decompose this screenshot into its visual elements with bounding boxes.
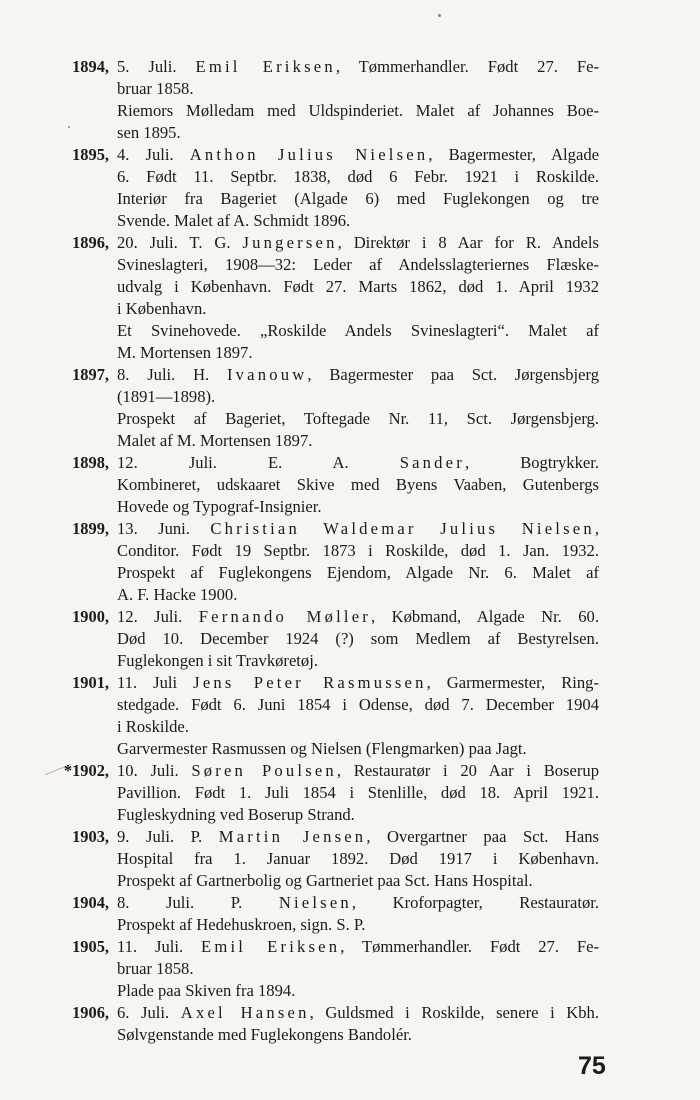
entry-text xyxy=(117,364,599,386)
entry-line xyxy=(0,56,700,78)
text-run: Svineslagteri, 1908—32: Leder af Andelsslagteriernes Flæske- xyxy=(117,255,599,274)
entry-text xyxy=(117,782,599,804)
text-run: udvalg i København. Født 27. Marts 1862, død 1. April 1932 xyxy=(117,277,599,296)
text-run: 20. Juli. T. G. xyxy=(117,233,243,252)
text-run: stedgade. Født 6. Juni 1854 i Odense, død 7. December 1904 xyxy=(117,695,599,714)
entry-text xyxy=(117,694,599,716)
text-run: Prospekt af Gartnerbolig og Gartneriet paa Sct. Hans Hospital. xyxy=(117,871,533,890)
entry-text xyxy=(117,408,599,430)
entry xyxy=(0,518,700,606)
entry-line xyxy=(0,936,700,958)
person-name: Sander xyxy=(399,453,465,472)
entry-line xyxy=(0,848,700,870)
entry-line xyxy=(0,804,700,826)
text-run: 11. Juli. xyxy=(117,937,201,956)
entry-line xyxy=(0,474,700,496)
entry-text xyxy=(117,870,599,892)
entry-line xyxy=(0,562,700,584)
text-run: Riemors Mølledam med Uldspinderiet. Malet af Johannes Boe- xyxy=(117,101,599,120)
entry-year-text: 1895, xyxy=(72,145,109,164)
entry-line xyxy=(0,254,700,276)
entry-line xyxy=(0,1002,700,1024)
entry-year xyxy=(40,56,109,78)
entry-line xyxy=(0,122,700,144)
text-run: , Tømmerhandler. Født 27. Fe- xyxy=(335,57,599,76)
person-name: Nielsen xyxy=(278,893,352,912)
entry-text xyxy=(117,672,599,694)
entry-text xyxy=(117,210,599,232)
entry-line xyxy=(0,100,700,122)
entry-line xyxy=(0,694,700,716)
entry-year-text: 1901, xyxy=(72,673,109,692)
text-run: A. F. Hacke 1900. xyxy=(117,585,238,604)
person-name: Ivanouw xyxy=(226,365,308,384)
text-run: bruar 1858. xyxy=(117,79,194,98)
entry-text xyxy=(117,628,599,650)
entry-line xyxy=(0,980,700,1002)
text-run: , Kroforpagter, Restauratør. xyxy=(351,893,600,912)
entry-text xyxy=(117,496,599,518)
entry-text xyxy=(117,342,599,364)
text-run: Sølvgenstande med Fuglekongens Bandolér. xyxy=(117,1025,412,1044)
entry-text xyxy=(117,650,599,672)
text-run: Plade paa Skiven fra 1894. xyxy=(117,981,296,1000)
entry-line xyxy=(0,496,700,518)
text-run: , Overgartner paa Sct. Hans xyxy=(366,827,599,846)
entry xyxy=(0,672,700,760)
entry-year-text: 1898, xyxy=(72,453,109,472)
entry-text xyxy=(117,914,599,936)
entry-year-text: 1902, xyxy=(72,761,109,780)
text-run: 11. Juli xyxy=(117,673,194,692)
entry-text xyxy=(117,320,599,342)
paper-speck xyxy=(438,14,441,17)
entry-year-text: 1894, xyxy=(72,57,109,76)
entry xyxy=(0,232,700,364)
entry-year-text: 1905, xyxy=(72,937,109,956)
text-run: 8. Juli. P. xyxy=(117,893,279,912)
entry-line xyxy=(0,232,700,254)
entry-year-text: 1904, xyxy=(72,893,109,912)
entry-text xyxy=(117,56,599,78)
entry xyxy=(0,1002,700,1046)
entry-year xyxy=(40,760,109,782)
entry-text xyxy=(117,1024,599,1046)
entry-text xyxy=(117,254,599,276)
entry-text xyxy=(117,738,599,760)
entry-text xyxy=(117,232,599,254)
text-run: 5. Juli. xyxy=(117,57,196,76)
person-name: Anthon Julius Nielsen xyxy=(189,145,429,164)
text-run: Conditor. Født 19 Septbr. 1873 i Roskilde, død 1. Jan. 1932. xyxy=(117,541,599,560)
text-run: 4. Juli. xyxy=(117,145,190,164)
entry-text xyxy=(117,78,599,100)
person-name: Christian Waldemar Julius Nielsen xyxy=(210,519,595,538)
text-run: Et Svinehovede. „Roskilde Andels Svineslagteri“. Malet af xyxy=(117,321,599,340)
text-run: Prospekt af Bageriet, Toftegade Nr. 11, Sct. Jørgensbjerg. xyxy=(117,409,599,428)
entry-list xyxy=(0,56,700,1046)
entry-line xyxy=(0,364,700,386)
entry-text xyxy=(117,804,599,826)
entry-line xyxy=(0,78,700,100)
text-run: Fuglekongen i sit Travkøretøj. xyxy=(117,651,318,670)
entry-text xyxy=(117,980,599,1002)
entry-text xyxy=(117,100,599,122)
text-run: sen 1895. xyxy=(117,123,181,142)
text-run: , Restauratør i 20 Aar i Boserup xyxy=(336,761,599,780)
text-run: Hovede og Typograf-Insignier. xyxy=(117,497,322,516)
entry-text xyxy=(117,562,599,584)
text-run: bruar 1858. xyxy=(117,959,194,978)
entry-text xyxy=(117,474,599,496)
entry-line xyxy=(0,518,700,540)
text-run: , Bagermester, Algade xyxy=(428,145,599,164)
text-run: 13. Juni. xyxy=(117,519,211,538)
text-run: Malet af M. Mortensen 1897. xyxy=(117,431,313,450)
text-run: M. Mortensen 1897. xyxy=(117,343,253,362)
entry-text xyxy=(117,826,599,848)
entry-line xyxy=(0,914,700,936)
text-run: 12. Juli. E. A. xyxy=(117,453,400,472)
entry-line xyxy=(0,892,700,914)
entry-line xyxy=(0,540,700,562)
text-run: 6. Født 11. Septbr. 1838, død 6 Febr. 1921 i Roskilde. xyxy=(117,167,599,186)
entry-text xyxy=(117,606,599,628)
entry-line xyxy=(0,716,700,738)
text-run: , Garmermester, Ring- xyxy=(426,673,599,692)
entry-text xyxy=(117,166,599,188)
text-run: Svende. Malet af A. Schmidt 1896. xyxy=(117,211,351,230)
entry-year xyxy=(40,144,109,166)
person-name: Jungersen xyxy=(242,233,338,252)
entry-year xyxy=(40,1002,109,1024)
entry-text xyxy=(117,144,599,166)
entry-line xyxy=(0,738,700,760)
entry xyxy=(0,606,700,672)
entry-year xyxy=(40,606,109,628)
text-run: , Direktør i 8 Aar for R. Andels xyxy=(337,233,599,252)
person-name: Emil Eriksen xyxy=(195,57,336,76)
person-name: Jens Peter Rasmussen xyxy=(193,673,427,692)
entry xyxy=(0,56,700,144)
entry-year xyxy=(40,936,109,958)
entry-text xyxy=(117,760,599,782)
entry-text xyxy=(117,936,599,958)
entry-text xyxy=(117,386,599,408)
text-run: , Købmand, Algade Nr. 60. xyxy=(371,607,600,626)
person-name: Emil Eriksen xyxy=(201,937,341,956)
text-run: , Bagermester paa Sct. Jørgensbjerg xyxy=(307,365,599,384)
entry xyxy=(0,760,700,826)
entry-text xyxy=(117,518,599,540)
text-run: 8. Juli. H. xyxy=(117,365,227,384)
entry-text xyxy=(117,122,599,144)
person-name: Søren Poulsen xyxy=(191,761,337,780)
text-run: Prospekt af Hedehuskroen, sign. S. P. xyxy=(117,915,366,934)
entry-line xyxy=(0,210,700,232)
entry-year-text: 1906, xyxy=(72,1003,109,1022)
text-run: 12. Juli. xyxy=(117,607,199,626)
entry-line xyxy=(0,430,700,452)
entry-line xyxy=(0,958,700,980)
entry-line xyxy=(0,342,700,364)
entry-year xyxy=(40,232,109,254)
text-run: , Tømmerhandler. Født 27. Fe- xyxy=(340,937,599,956)
text-run: Død 10. December 1924 (?) som Medlem af Bestyrelsen. xyxy=(117,629,599,648)
entry-line xyxy=(0,276,700,298)
entry-year xyxy=(40,672,109,694)
text-run: 9. Juli. P. xyxy=(117,827,219,846)
entry xyxy=(0,144,700,232)
text-run: , Bogtrykker. xyxy=(464,453,600,472)
entry-line xyxy=(0,298,700,320)
entry-year-text: 1897, xyxy=(72,365,109,384)
entry-line xyxy=(0,870,700,892)
entry-text xyxy=(117,276,599,298)
entry-line xyxy=(0,782,700,804)
entry xyxy=(0,936,700,1002)
text-run: i København. xyxy=(117,299,207,318)
entry-line xyxy=(0,188,700,210)
entry-line xyxy=(0,452,700,474)
entry-text xyxy=(117,892,599,914)
entry-line xyxy=(0,826,700,848)
entry-text xyxy=(117,1002,599,1024)
entry-year-text: 1899, xyxy=(72,519,109,538)
text-run: Pavillion. Født 1. Juli 1854 i Stenlille, død 18. April 1921. xyxy=(117,783,599,802)
entry xyxy=(0,826,700,892)
text-run: Kombineret, udskaaret Skive med Byens Vaaben, Gutenbergs xyxy=(117,475,599,494)
entry-line xyxy=(0,760,700,782)
entry-year xyxy=(40,826,109,848)
text-run: , xyxy=(594,519,599,538)
entry-text xyxy=(117,298,599,320)
text-run: 10. Juli. xyxy=(117,761,192,780)
entry-line xyxy=(0,650,700,672)
entry-line xyxy=(0,628,700,650)
text-run: Garvermester Rasmussen og Nielsen (Flengmarken) paa Jagt. xyxy=(117,739,527,758)
entry-line xyxy=(0,1024,700,1046)
entry-line xyxy=(0,584,700,606)
entry-text xyxy=(117,584,599,606)
page-number: 75 xyxy=(578,1052,606,1080)
entry-year xyxy=(40,364,109,386)
entry xyxy=(0,452,700,518)
entry-year-text: 1900, xyxy=(72,607,109,626)
entry-line xyxy=(0,386,700,408)
entry-line xyxy=(0,144,700,166)
entry-text xyxy=(117,958,599,980)
entry-year xyxy=(40,892,109,914)
person-name: Fernando Møller xyxy=(198,607,372,626)
entry-year xyxy=(40,518,109,540)
text-run: i Roskilde. xyxy=(117,717,189,736)
entry xyxy=(0,892,700,936)
entry-year-text: 1896, xyxy=(72,233,109,252)
text-run: , Guldsmed i Roskilde, senere i Kbh. xyxy=(309,1003,599,1022)
person-name: Axel Hansen xyxy=(180,1003,310,1022)
entry-year-text: 1903, xyxy=(72,827,109,846)
text-run: Interiør fra Bageriet (Algade 6) med Fuglekongen og tre xyxy=(117,189,599,208)
text-run: (1891—1898). xyxy=(117,387,216,406)
text-run: Hospital fra 1. Januar 1892. Død 1917 i København. xyxy=(117,849,599,868)
text-run: 6. Juli. xyxy=(117,1003,181,1022)
entry-line xyxy=(0,672,700,694)
entry-text xyxy=(117,848,599,870)
entry-text xyxy=(117,452,599,474)
entry-text xyxy=(117,188,599,210)
text-run: Prospekt af Fuglekongens Ejendom, Algade Nr. 6. Malet af xyxy=(117,563,599,582)
asterisk-mark: * xyxy=(63,761,73,780)
entry xyxy=(0,364,700,452)
text-run: Fugleskydning ved Boserup Strand. xyxy=(117,805,355,824)
entry-line xyxy=(0,320,700,342)
entry-line xyxy=(0,408,700,430)
entry-year xyxy=(40,452,109,474)
entry-line xyxy=(0,166,700,188)
entry-line xyxy=(0,606,700,628)
entry-text xyxy=(117,540,599,562)
entry-text xyxy=(117,430,599,452)
entry-text xyxy=(117,716,599,738)
person-name: Martin Jensen xyxy=(218,827,367,846)
